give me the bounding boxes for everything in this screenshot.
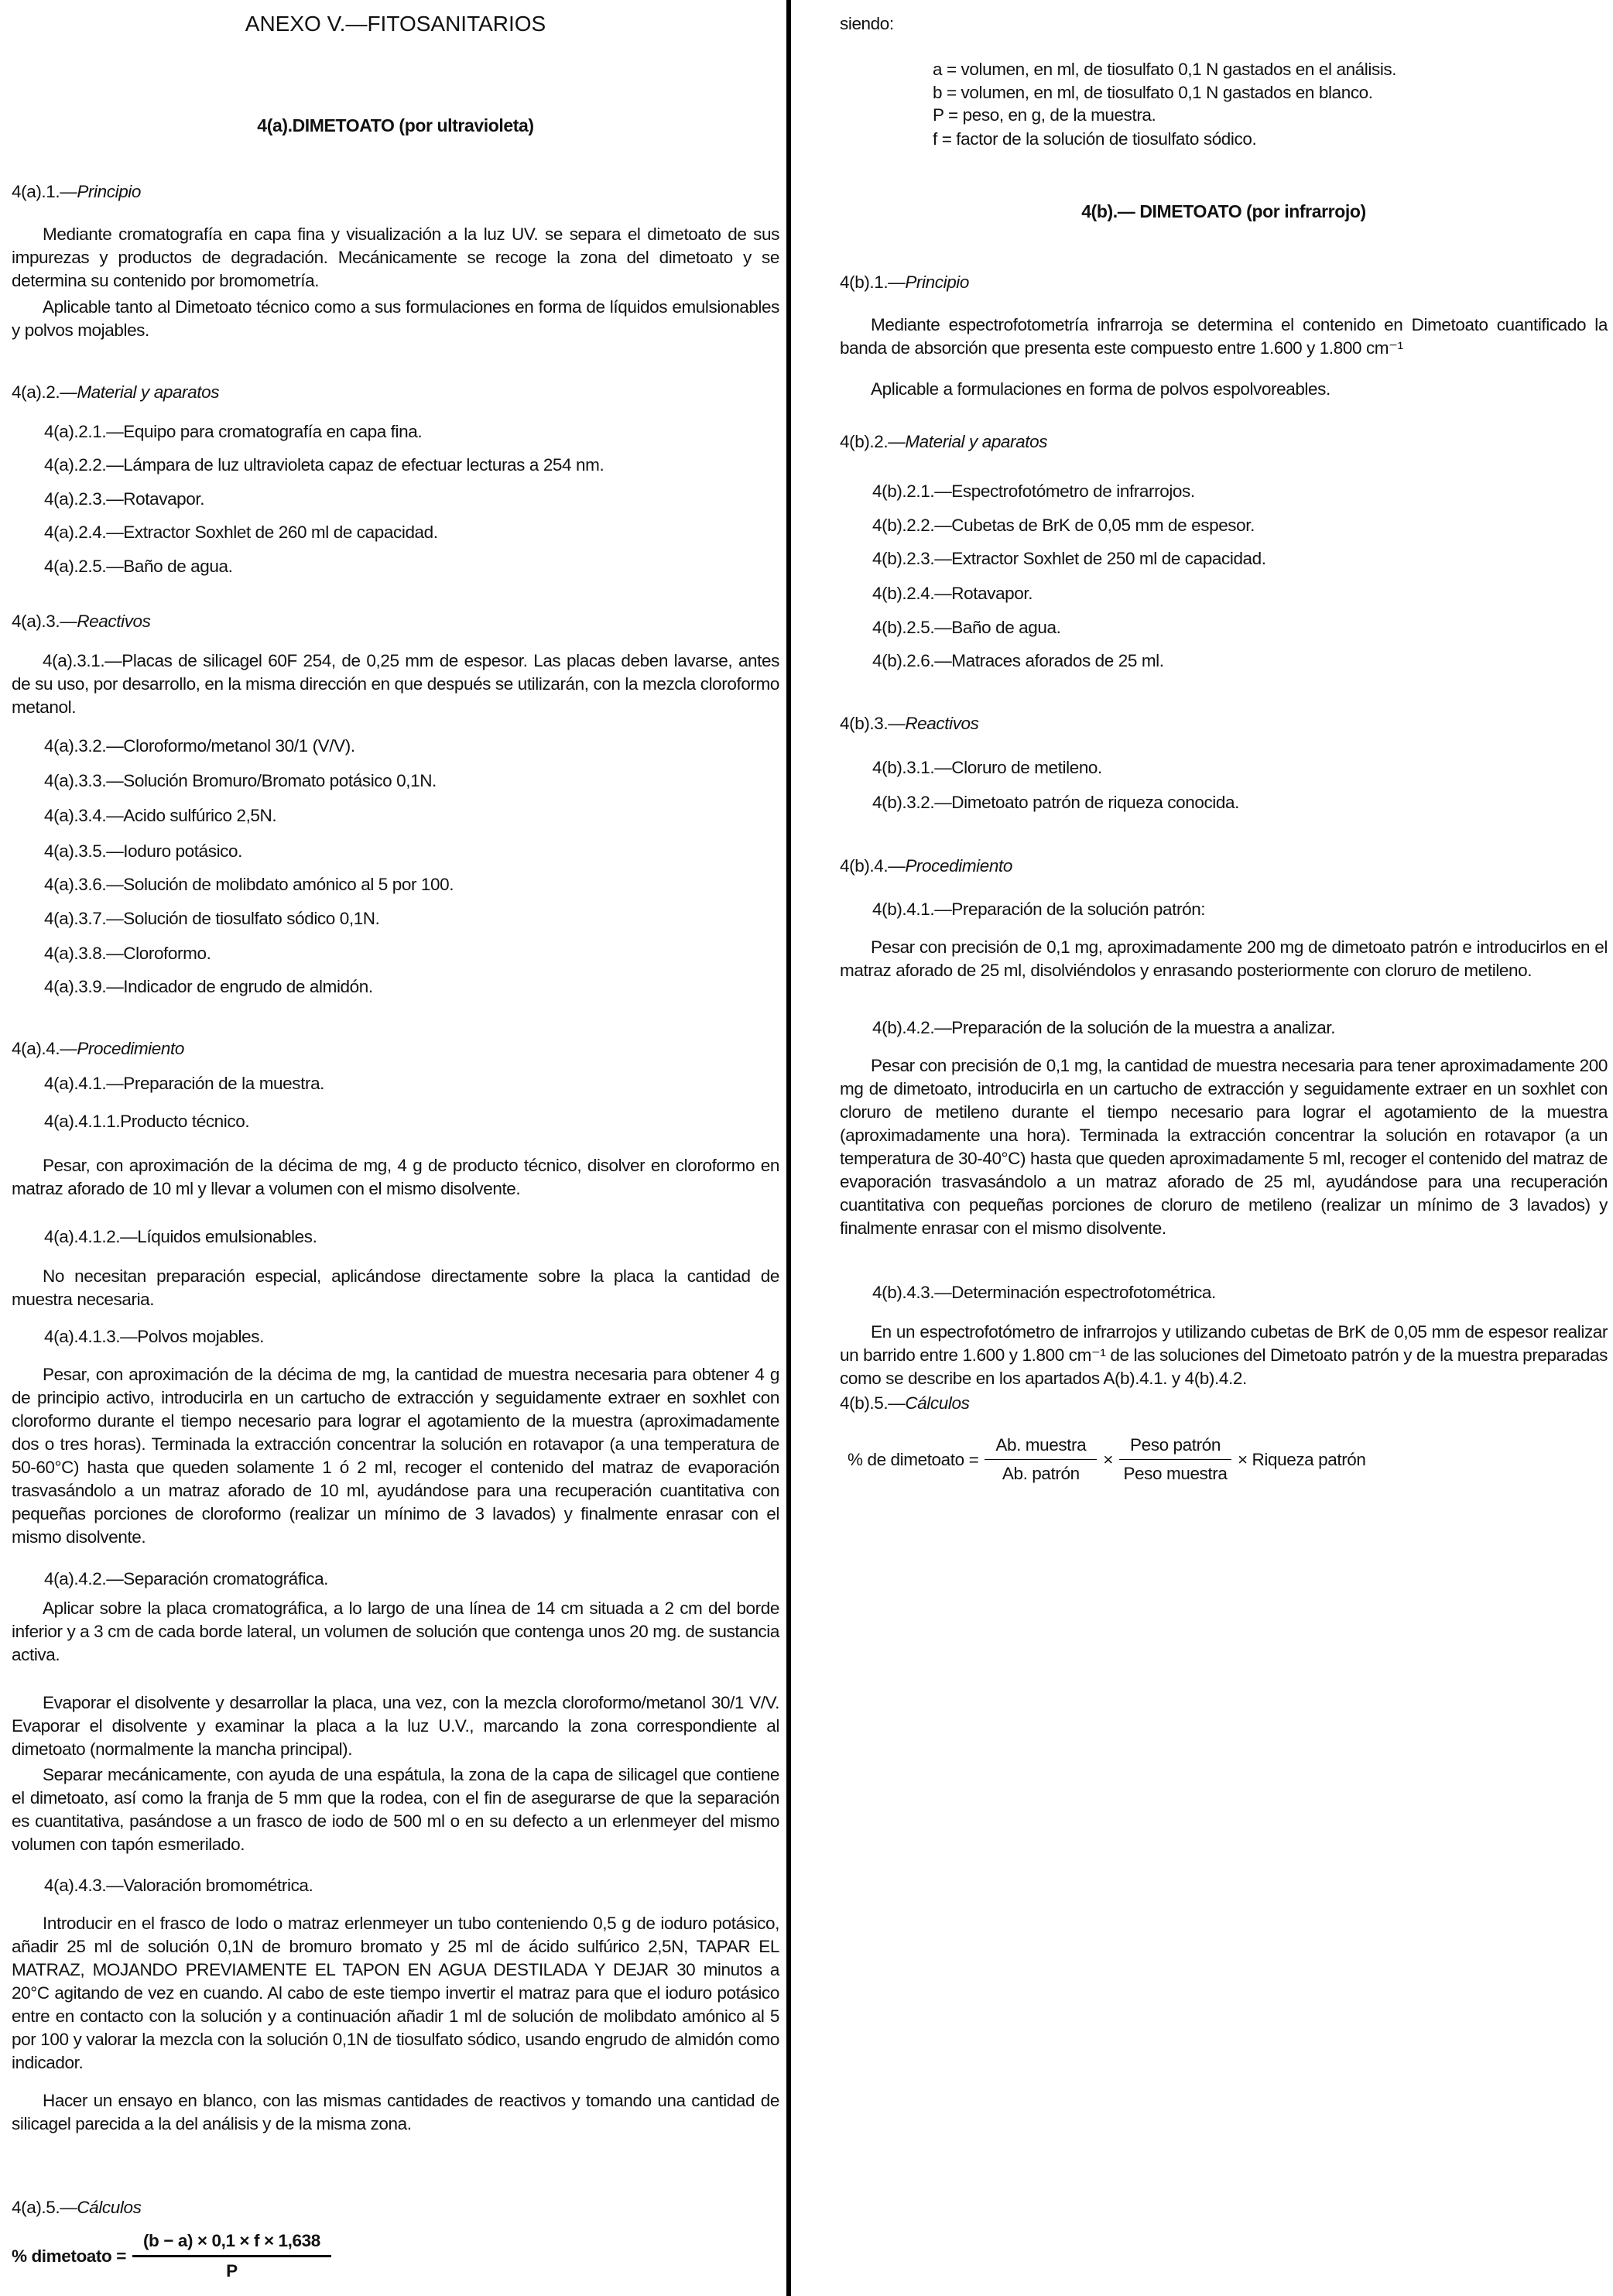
list-item: 4(a).3.5.—Ioduro potásico. bbox=[44, 841, 242, 861]
section-number: 4(a).1.— bbox=[12, 182, 77, 201]
list-item: 4(a).3.9.—Indicador de engrudo de almidón. bbox=[44, 977, 373, 996]
left-column bbox=[12, 0, 779, 2296]
section-label: Procedimiento bbox=[77, 1039, 184, 1058]
formula-fraction-weight bbox=[1119, 1434, 1231, 1486]
list-item: 4(a).4.1.2.—Líquidos emulsionables. bbox=[44, 1227, 317, 1246]
section-number: 4(b).4.— bbox=[840, 856, 906, 876]
section-label: Material y aparatos bbox=[905, 432, 1048, 451]
formula-numerator: (b − a) × 0,1 × f × 1,638 bbox=[132, 2229, 331, 2257]
formula-denominator: Peso muestra bbox=[1123, 1464, 1228, 1483]
list-item: 4(a).2.1.—Equipo para cromatografía en capa fina. bbox=[44, 422, 423, 441]
list-item: 4(b).3.2.—Dimetoato patrón de riqueza conocida. bbox=[872, 793, 1239, 812]
times-sign: × bbox=[1103, 1449, 1113, 1469]
list-item: 4(a).2.2.—Lámpara de luz ultravioleta capaz de efectuar lecturas a 254 nm. bbox=[44, 455, 604, 475]
section-heading bbox=[12, 180, 779, 204]
formula-dimetoato-uv bbox=[12, 2229, 779, 2283]
paragraph: Aplicar sobre la placa cromatográfica, a lo largo de una línea de 14 cm situada a 2 cm del borde inferior y a 3 cm de cada borde lateral, un volumen de solución que contenga unos 20 mg. de sustancia activa. bbox=[12, 1599, 779, 1664]
formula-numerator: Ab. muestra bbox=[985, 1434, 1097, 1460]
list-item: 4(a).3.2.—Cloroformo/metanol 30/1 (V/V). bbox=[44, 736, 355, 756]
section-heading bbox=[12, 610, 779, 633]
list-item: 4(b).2.4.—Rotavapor. bbox=[872, 584, 1033, 603]
paragraph: Aplicable tanto al Dimetoato técnico como a sus formulaciones en forma de líquidos emulsionables y polvos mojables. bbox=[12, 297, 779, 340]
section-heading bbox=[12, 381, 779, 404]
list-item: 4(b).4.3.—Determinación espectrofotométrica. bbox=[872, 1283, 1216, 1302]
list-item: 4(a).3.4.—Acido sulfúrico 2,5N. bbox=[44, 806, 277, 825]
paragraph: Mediante cromatografía en capa fina y visualización a la luz UV. se separa el dimetoato de sus impurezas y productos de degradación. Mecánicamente se recoge la zona del dimetoato y se determina su contenido por bromometría. bbox=[12, 224, 779, 290]
formula-denominator: P bbox=[226, 2261, 238, 2281]
section-heading bbox=[840, 855, 1608, 878]
paragraph: Pesar, con aproximación de la décima de mg, la cantidad de muestra necesaria para obtener 4 g de principio activo, introducirla en un cartucho de extracción y seguidamente extraer en soxhlet con cloroformo durante el tiempo necesario para lograr el agotamiento de la muestra (aproximadamente dos o tres horas). Terminada la extracción concentrar la solución en rotavapor (a una temperatura de 50-60°C) hasta que queden solamente 1 ó 2 ml, recoger el contenido del matraz de evaporación trasvasándolo a un matraz aforado de 10 ml, ayudándose para una recuperación cuantitativa con pequeñas porciones de cloroformo (realizar un mínimo de 3 lavados) y finalmente enrasar con el mismo disolvente. bbox=[12, 1365, 779, 1547]
list-item: 4(a).4.1.3.—Polvos mojables. bbox=[44, 1327, 264, 1346]
section-number: 4(a).3.— bbox=[12, 612, 77, 631]
list-item: 4(a).4.3.—Valoración bromométrica. bbox=[44, 1876, 313, 1895]
list-item: 4(a).2.3.—Rotavapor. bbox=[44, 489, 205, 509]
paragraph: En un espectrofotómetro de infrarrojos y utilizando cubetas de BrK de 0,05 mm de espesor realizar un barrido entre 1.600 y 1.800 cm⁻¹ de las soluciones del Dimetoato patrón y de la muestra preparadas como se describe en los apartados A(b).4.1. y 4(b).4.2. bbox=[840, 1322, 1608, 1388]
paragraph: Introducir en el frasco de Iodo o matraz erlenmeyer un tubo conteniendo 0,5 g de ioduro potásico, añadir 25 ml de solución 0,1N de bromuro bromato y 25 ml de ácido sulfúrico 2,5N, TAPAR EL MATRAZ, MOJANDO PREVIAMENTE EL TAPON EN AGUA DESTILADA Y DEJAR 30 minutos a 20°C agitando de vez en cuando. Al cabo de este tiempo invertir el matraz para que el ioduro potásico entre en contacto con la solución y a continuación añadir 1 ml de solución de molibdato amónico al 5 por 100 y valorar la mezcla con la solución 0,1N de tiosulfato sódico, usando engrudo de almidón como indicador. bbox=[12, 1914, 779, 2072]
formula-lhs: % dimetoato = bbox=[12, 2246, 126, 2266]
list-item: 4(b).4.2.—Preparación de la solución de la muestra a analizar. bbox=[872, 1018, 1336, 1037]
section-heading bbox=[12, 1037, 779, 1061]
list-item: 4(b).2.2.—Cubetas de BrK de 0,05 mm de espesor. bbox=[872, 516, 1255, 535]
chapter-heading: 4(b).— DIMETOATO (por infrarrojo) bbox=[1081, 201, 1366, 221]
list-item: 4(b).2.1.—Espectrofotómetro de infrarrojos. bbox=[872, 481, 1195, 501]
section-label: Procedimiento bbox=[905, 856, 1012, 876]
section-heading bbox=[840, 712, 1608, 735]
formula-dimetoato-ir bbox=[848, 1434, 1613, 1486]
variable-definition: f = factor de la solución de tiosulfato sódico. bbox=[933, 129, 1257, 149]
variable-definition: b = volumen, en ml, de tiosulfato 0,1 N gastados en blanco. bbox=[933, 83, 1373, 102]
text-line: siendo: bbox=[840, 14, 894, 33]
list-item: 4(b).2.3.—Extractor Soxhlet de 250 ml de capacidad. bbox=[872, 549, 1266, 568]
section-number: 4(a).5.— bbox=[12, 2198, 77, 2217]
section-label: Reactivos bbox=[77, 612, 151, 631]
paragraph: Pesar con precisión de 0,1 mg, la cantidad de muestra necesaria para tener aproximadamente 200 mg de dimetoato, introducirla en un cartucho de extracción y seguidamente extraer en un soxhlet con cloruro de metileno durante el tiempo necesario para lograr el agotamiento de la muestra (aproximadamente una hora). Terminada la extracción concentrar la solución en rotavapor (a un temperatura de 30-40°C) hasta que queden aproximadamente 5 ml, recoger el contenido del matraz de evaporación trasvasándolo a un matraz aforado de 25 ml, ayudándose para una recuperación cuantitativa con pequeñas porciones de cloruro de metileno (realizar un mínimo de 3 lavados) y finalmente enrasar con el mismo disolvente. bbox=[840, 1056, 1608, 1238]
section-label: Cálculos bbox=[77, 2198, 142, 2217]
variable-definition: P = peso, en g, de la muestra. bbox=[933, 105, 1156, 125]
list-item: 4(b).4.1.—Preparación de la solución patrón: bbox=[872, 900, 1206, 919]
right-column bbox=[840, 0, 1608, 2296]
section-label: Principio bbox=[905, 272, 970, 292]
section-number: 4(b).3.— bbox=[840, 714, 906, 733]
section-label: Cálculos bbox=[905, 1393, 970, 1413]
page-title: ANEXO V.—FITOSANITARIOS bbox=[245, 12, 546, 36]
list-item: 4(a).3.6.—Solución de molibdato amónico al 5 por 100. bbox=[44, 875, 454, 894]
list-item: 4(a).3.8.—Cloroformo. bbox=[44, 944, 211, 963]
formula-tail: × Riqueza patrón bbox=[1237, 1449, 1366, 1469]
list-item: 4(b).2.6.—Matraces aforados de 25 ml. bbox=[872, 651, 1164, 670]
paragraph: Separar mecánicamente, con ayuda de una espátula, la zona de la capa de silicagel que contiene el dimetoato, así como la franja de 5 mm que la rodea, con el fin de asegurarse de que la separación es cuantitativa, pasándose a un frasco de iodo de 500 ml o en su defecto a un erlenmeyer del mismo volumen con tapón esmerilado. bbox=[12, 1765, 779, 1854]
section-label: Reactivos bbox=[905, 714, 979, 733]
list-item: 4(a).4.1.1.Producto técnico. bbox=[44, 1112, 250, 1131]
paragraph: Mediante espectrofotometría infrarroja se determina el contenido en Dimetoato cuantificado la banda de absorción que presenta este compuesto entre 1.600 y 1.800 cm⁻¹ bbox=[840, 315, 1608, 358]
section-heading bbox=[840, 271, 1608, 294]
list-item: 4(a).2.4.—Extractor Soxhlet de 260 ml de capacidad. bbox=[44, 523, 438, 542]
list-item: 4(a).3.3.—Solución Bromuro/Bromato potásico 0,1N. bbox=[44, 771, 437, 790]
list-item: 4(b).3.1.—Cloruro de metileno. bbox=[872, 758, 1102, 777]
column-divider bbox=[786, 0, 791, 2296]
section-heading bbox=[840, 1392, 1608, 1415]
formula-fraction bbox=[132, 2229, 331, 2283]
formula-denominator: Ab. patrón bbox=[1002, 1464, 1080, 1483]
list-item: 4(a).3.7.—Solución de tiosulfato sódico 0,1N. bbox=[44, 909, 380, 928]
section-label: Principio bbox=[77, 182, 142, 201]
formula-lhs: % de dimetoato = bbox=[848, 1449, 979, 1469]
section-label: Material y aparatos bbox=[77, 382, 220, 402]
section-number: 4(b).5.— bbox=[840, 1393, 906, 1413]
list-item: 4(a).2.5.—Baño de agua. bbox=[44, 557, 233, 576]
formula-numerator: Peso patrón bbox=[1119, 1434, 1231, 1460]
chapter-heading: 4(a).DIMETOATO (por ultravioleta) bbox=[257, 115, 534, 135]
section-heading bbox=[840, 430, 1608, 454]
section-number: 4(a).2.— bbox=[12, 382, 77, 402]
paragraph: 4(a).3.1.—Placas de silicagel 60F 254, de 0,25 mm de espesor. Las placas deben lavarse, antes de su uso, por desarrollo, en la misma dirección en que después se utilizarán, con la mezcla cloroformo metanol. bbox=[12, 651, 779, 717]
paragraph: Hacer un ensayo en blanco, con las mismas cantidades de reactivos y tomando una cantidad de silicagel parecida a la del análisis y de la misma zona. bbox=[12, 2091, 779, 2133]
section-heading bbox=[12, 2196, 779, 2219]
list-item: 4(a).4.1.—Preparación de la muestra. bbox=[44, 1074, 325, 1093]
paragraph: Pesar, con aproximación de la décima de mg, 4 g de producto técnico, disolver en cloroformo en matraz aforado de 10 ml y llevar a volumen con el mismo disolvente. bbox=[12, 1156, 779, 1198]
paragraph: Evaporar el disolvente y desarrollar la placa, una vez, con la mezcla cloroformo/metanol 30/1 V/V. Evaporar el disolvente y examinar la placa a la luz U.V., marcando la zona correspondiente al dimetoato (normalmente la mancha principal). bbox=[12, 1693, 779, 1759]
section-number: 4(a).4.— bbox=[12, 1039, 77, 1058]
list-item: 4(b).2.5.—Baño de agua. bbox=[872, 618, 1061, 637]
paragraph: Aplicable a formulaciones en forma de polvos espolvoreables. bbox=[871, 379, 1330, 399]
section-number: 4(b).2.— bbox=[840, 432, 906, 451]
section-number: 4(b).1.— bbox=[840, 272, 906, 292]
list-item: 4(a).4.2.—Separación cromatográfica. bbox=[44, 1569, 329, 1588]
formula-fraction-absorbance bbox=[985, 1434, 1097, 1486]
variable-definition: a = volumen, en ml, de tiosulfato 0,1 N gastados en el análisis. bbox=[933, 60, 1397, 79]
paragraph: No necesitan preparación especial, aplicándose directamente sobre la placa la cantidad de muestra necesaria. bbox=[12, 1266, 779, 1309]
paragraph: Pesar con precisión de 0,1 mg, aproximadamente 200 mg de dimetoato patrón e introducirlos en el matraz aforado de 25 ml, disolviéndolos y enrasando posteriormente con cloruro de metileno. bbox=[840, 937, 1608, 980]
